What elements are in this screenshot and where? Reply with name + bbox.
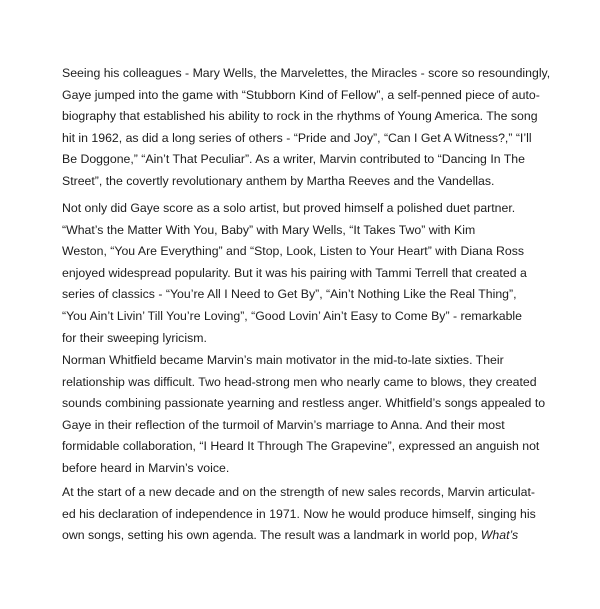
paragraph-1-line-6: Street”, the covertly revolutionary anthem by Martha Reeves and the Vandellas.: [62, 173, 495, 188]
paragraph-4-line-1: At the start of a new decade and on the strength of new sales records, Marvin articulat-: [62, 485, 535, 499]
paragraph-1-line-2: Gaye jumped into the game with “Stubborn Kind of Fellow”, a self-penned piece of auto-: [62, 87, 540, 102]
paragraph-2-line-6: “You Ain’t Livin’ Till You’re Loving”, “Good Lovin’ Ain’t Easy to Come By” - remarkable: [62, 308, 522, 323]
paragraph-1: [62, 63, 550, 193]
paragraph-3-line-4: Gaye in their reflection of the turmoil of Marvin’s marriage to Anna. And their most: [62, 417, 505, 432]
paragraph-3-line-5: formidable collaboration, “I Heard It Through The Grapevine”, expressed an anguish not: [62, 439, 540, 454]
paragraph-2: [62, 198, 550, 349]
paragraph-1-line-5: Be Doggone,” “Ain’t That Peculiar”. As a writer, Marvin contributed to “Dancing In The: [62, 152, 525, 167]
paragraph-4-line-2: ed his declaration of independence in 1971. Now he would produce himself, singing his: [62, 506, 536, 521]
paragraph-3-line-6: before heard in Marvin’s voice.: [62, 460, 230, 475]
paragraph-2-line-4: enjoyed widespread popularity. But it was his pairing with Tammi Terrell that created a: [62, 265, 527, 280]
album-title-italic: What’s: [480, 528, 519, 543]
paragraph-2-line-2: “What’s the Matter With You, Baby” with Mary Wells, “It Takes Two” with Kim: [62, 222, 476, 237]
paragraph-1-line-1: Seeing his colleagues - Mary Wells, the Marvelettes, the Miracles - score so resoundingly,: [62, 66, 551, 80]
paragraph-3-line-3: sounds combining passionate yearning and restless anger. Whitfield’s songs appealed to: [62, 396, 546, 411]
paragraph-1-line-4: hit in 1962, as did a long series of others - “Pride and Joy”, “Can I Get A Witness?,” “I’ll: [62, 130, 532, 145]
paragraph-2-line-5: series of classics - “You’re All I Need to Get By”, “Ain’t Nothing Like the Real Thing”,: [62, 287, 517, 302]
paragraph-2-line-1: Not only did Gaye score as a solo artist, but proved himself a polished duet partner.: [62, 201, 516, 215]
paragraph-2-line-3: Weston, “You Are Everything” and “Stop, Look, Listen to Your Heart” with Diana Ross: [62, 244, 525, 259]
paragraph-4: [62, 482, 550, 547]
paragraph-4-line-3: [62, 525, 550, 547]
paragraph-4-line-3-text: own songs, setting his own agenda. The result was a landmark in world pop,: [62, 528, 481, 543]
paragraph-3-line-2: relationship was difficult. Two head-strong men who nearly came to blows, they created: [62, 374, 537, 389]
paragraph-2-line-7: for their sweeping lyricism.: [62, 330, 207, 345]
paragraph-3: [62, 350, 550, 480]
paragraph-1-line-3: biography that established his ability to rock in the rhythms of Young America. The song: [62, 109, 538, 124]
paragraph-3-line-1: Norman Whitfield became Marvin’s main motivator in the mid-to-late sixties. Their: [62, 353, 504, 367]
